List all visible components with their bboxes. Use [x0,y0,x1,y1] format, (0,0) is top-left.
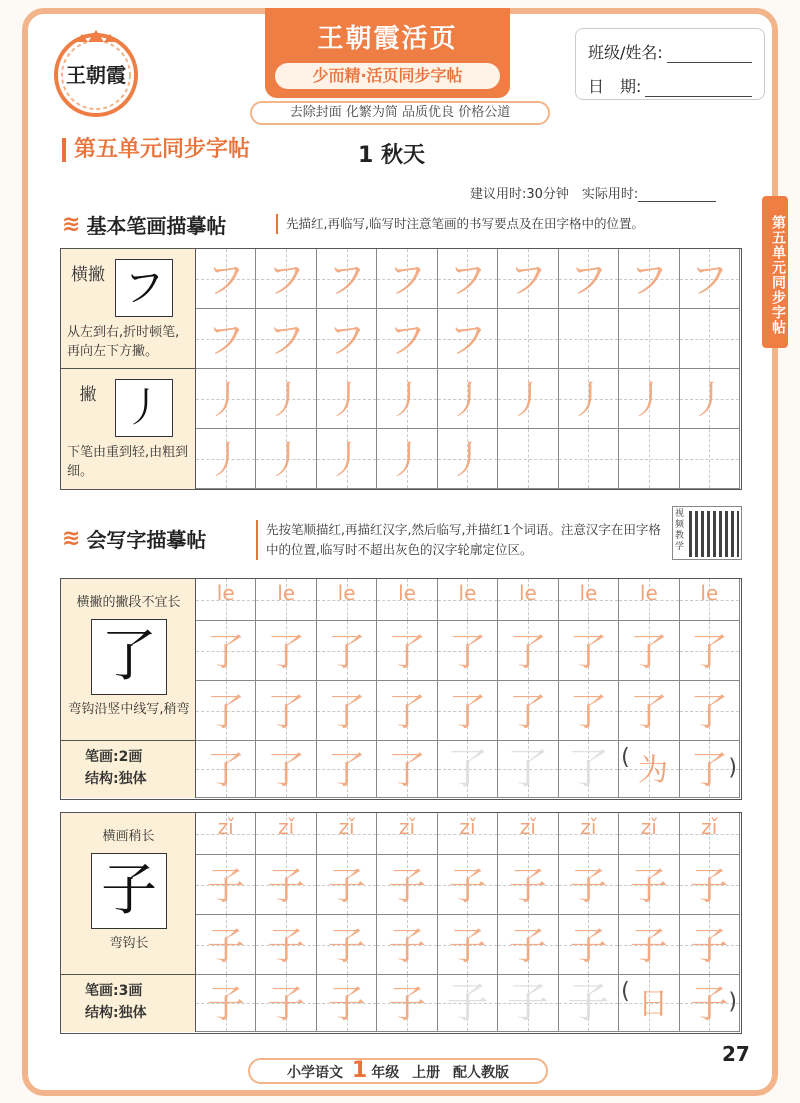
trace-glyph: 子 [267,981,306,1026]
tian-cell[interactable] [680,855,740,915]
tian-cell[interactable] [377,975,437,1032]
tian-cell[interactable] [256,429,316,489]
char-info-cell [61,975,196,1032]
pinyin-trace: le [398,581,416,605]
tian-cell[interactable] [498,855,558,915]
grid-guide-v [709,309,710,368]
trace-glyph: フ [206,257,245,302]
trace-glyph: 了 [206,747,245,792]
tian-cell[interactable] [680,741,740,798]
trace-glyph: 子 [206,923,245,968]
tian-cell[interactable] [619,429,679,489]
waves-icon: ≋ [62,526,81,551]
pinyin-trace: zǐ [217,815,234,839]
trace-glyph: 了 [388,747,427,792]
tian-cell[interactable] [438,621,498,681]
tian-cell[interactable] [438,249,498,309]
trace-glyph: 子 [206,863,245,908]
trace-glyph: 了 [327,747,366,792]
trace-glyph: 子 [629,923,668,968]
trace-glyph: 了 [629,629,668,674]
pinyin-trace: le [277,581,296,605]
tian-cell[interactable] [256,975,316,1032]
tian-cell[interactable] [438,855,498,915]
footer-term: 上册 [412,1065,441,1081]
trace-glyph: 丿 [267,377,306,422]
slogan: 去除封面 化繁为简 品质优良 价格公道 [250,101,550,125]
trace-glyph: 丿 [388,437,427,482]
tian-cell[interactable] [438,975,498,1032]
char-tip-top: 横撇的撇段不宜长 [76,595,181,610]
trace-glyph: 子 [267,923,306,968]
pinyin-trace: zǐ [459,815,476,839]
qr-code[interactable] [672,506,742,560]
footer-edition: 配人教版 [452,1065,509,1081]
trace-glyph: 了 [569,689,608,734]
trace-glyph: フ [388,257,427,302]
pinyin-trace: le [216,581,235,605]
tian-cell[interactable] [377,855,437,915]
tian-cell[interactable] [559,813,619,855]
trace-glyph: 了 [206,629,245,674]
qr-label: 视频教学 [675,509,685,552]
stroke-tip: 从左到右,折时顿笔,再向左下方撇。 [67,325,180,359]
tian-cell[interactable] [559,855,619,915]
stroke-name: 横撇 [71,265,105,285]
tian-cell[interactable] [438,429,498,489]
trace-glyph: 了 [448,689,487,734]
tian-cell[interactable] [196,249,256,309]
trace-glyph: 子 [629,863,668,908]
tian-cell[interactable] [680,681,740,741]
trace-glyph: 子 [690,981,729,1026]
tian-cell[interactable] [438,681,498,741]
trace-glyph: 丿 [206,437,245,482]
char-structure: 结构:独体 [85,1005,147,1021]
char-sample: 子 [91,853,167,929]
trace-glyph: 了 [448,629,487,674]
actual-time-field[interactable] [638,188,716,202]
tian-cell[interactable] [196,855,256,915]
tian-cell[interactable] [196,621,256,681]
tian-cell[interactable] [680,369,740,429]
footer-grade: 1 [351,1058,368,1083]
trace-glyph: フ [508,257,547,302]
trace-glyph: 了 [506,744,549,793]
trace-glyph: 了 [690,629,729,674]
tian-cell[interactable] [196,813,256,855]
tian-cell[interactable] [256,741,316,798]
tian-cell[interactable] [438,741,498,798]
tian-cell[interactable] [377,681,437,741]
trace-glyph: フ [629,257,668,302]
char-grid-2 [60,812,742,1034]
class-name-label: 班级/姓名: [588,43,663,62]
tian-cell[interactable] [377,813,437,855]
tian-cell[interactable] [498,681,558,741]
trace-glyph: 丿 [569,377,608,422]
trace-glyph: 了 [690,689,729,734]
grid-guide-v [528,429,529,488]
tian-cell[interactable] [498,915,558,975]
pinyin-trace: le [458,581,477,605]
word-char: 日 [638,986,669,1022]
trace-glyph: 了 [569,629,608,674]
date-label: 日 期: [588,77,642,96]
grid-guide-v [709,429,710,488]
tian-cell[interactable] [498,975,558,1032]
trace-glyph: フ [327,257,366,302]
tian-cell[interactable] [559,579,619,621]
tian-cell[interactable] [317,681,377,741]
tian-cell[interactable] [377,249,437,309]
tian-cell[interactable] [559,915,619,975]
tian-cell[interactable] [377,309,437,369]
trace-glyph: 丿 [206,377,245,422]
tian-cell[interactable] [438,813,498,855]
tian-cell[interactable] [196,369,256,429]
logo-text: 王朝霞 [66,63,126,87]
trace-glyph: 了 [327,689,366,734]
tian-cell[interactable] [377,429,437,489]
trace-glyph: 了 [567,744,610,793]
pinyin-trace: zǐ [399,815,416,839]
trace-glyph: 了 [629,689,668,734]
trace-glyph: 丿 [690,377,729,422]
trace-glyph: フ [448,317,487,362]
trace-glyph: 了 [508,689,547,734]
tian-cell[interactable] [619,813,679,855]
trace-glyph: 子 [508,863,547,908]
trace-glyph: 子 [690,863,729,908]
pinyin-trace: le [579,581,598,605]
trace-glyph: フ [388,317,427,362]
pinyin-trace: le [519,581,537,605]
tian-cell[interactable] [256,915,316,975]
tian-cell[interactable] [438,915,498,975]
tian-cell[interactable] [498,429,558,489]
paren-left: ( [621,744,630,770]
footer-grade-suffix: 年级 [371,1065,400,1081]
tian-cell[interactable] [317,621,377,681]
time-text: 建议用时:30分钟 实际用时: [470,187,639,202]
trace-glyph: 子 [446,978,489,1027]
tian-cell[interactable] [559,741,619,798]
trace-glyph: フ [206,317,245,362]
qr-image [689,511,739,557]
tian-cell[interactable] [619,309,679,369]
tian-cell[interactable] [619,915,679,975]
tian-cell[interactable] [317,855,377,915]
tian-cell[interactable] [559,369,619,429]
tian-cell[interactable] [498,369,558,429]
tian-cell[interactable] [256,855,316,915]
trace-glyph: フ [569,257,608,302]
tian-cell[interactable] [559,975,619,1032]
tian-cell[interactable] [680,429,740,489]
tian-cell[interactable] [498,813,558,855]
tian-cell[interactable] [438,579,498,621]
trace-glyph: 子 [506,978,549,1027]
tian-cell[interactable] [559,621,619,681]
tian-cell[interactable] [377,369,437,429]
trace-glyph: 丿 [327,437,366,482]
trace-glyph: フ [448,257,487,302]
trace-glyph: 子 [567,978,610,1027]
section1-title [62,210,226,239]
tian-cell[interactable] [196,915,256,975]
footer-subject: 小学语文 [287,1065,344,1081]
pinyin-trace: zǐ [640,815,657,839]
char-info-cell [61,741,196,798]
tian-cell[interactable] [559,429,619,489]
tian-cell[interactable] [317,741,377,798]
tian-cell[interactable] [619,249,679,309]
char-tip-bottom: 弯钩沿竖中线写,稍弯 [68,702,190,717]
section1-title-text: 基本笔画描摹帖 [86,214,227,238]
pinyin-trace: zǐ [338,815,355,839]
tian-cell[interactable] [256,249,316,309]
unit-title: 第五单元同步字帖 [62,138,250,162]
trace-glyph: 丿 [448,437,487,482]
tian-cell[interactable] [317,249,377,309]
tian-cell[interactable] [196,681,256,741]
side-tab: 第五单元同步字帖 [762,196,788,348]
tian-cell[interactable] [498,741,558,798]
tian-cell[interactable] [256,579,316,621]
tian-cell[interactable] [317,975,377,1032]
word-trace [621,979,676,1023]
char-label-cell [61,579,196,741]
tian-cell[interactable] [377,621,437,681]
pinyin-trace: zǐ [278,815,295,839]
tian-cell[interactable] [317,369,377,429]
tian-cell[interactable] [256,621,316,681]
tian-cell[interactable] [619,621,679,681]
grid-guide-v [588,309,589,368]
brand-logo [46,20,146,120]
tian-cell[interactable] [498,621,558,681]
trace-glyph: 子 [206,981,245,1026]
stroke-label-cell [61,249,196,369]
section2-title [62,524,206,553]
tian-cell[interactable] [498,579,558,621]
tian-cell[interactable] [680,309,740,369]
grid-guide-v [528,309,529,368]
pinyin-trace: zǐ [701,815,718,839]
waves-icon: ≋ [62,212,81,237]
trace-glyph: 了 [690,747,729,792]
name-box [575,28,765,100]
stroke-grid [60,248,742,490]
tian-cell[interactable] [377,579,437,621]
tian-cell[interactable] [256,309,316,369]
time-info [470,183,716,202]
trace-glyph: 子 [569,863,608,908]
pinyin-trace: zǐ [519,815,536,839]
tian-cell[interactable] [559,249,619,309]
tian-cell[interactable] [196,579,256,621]
trace-glyph: フ [267,317,306,362]
trace-glyph: 子 [569,923,608,968]
tian-cell[interactable] [317,579,377,621]
class-name-field[interactable] [667,47,752,63]
tian-cell[interactable] [619,681,679,741]
trace-glyph: 子 [448,923,487,968]
paren-right: ) [728,755,737,781]
trace-glyph: フ [267,257,306,302]
pinyin-trace: zǐ [580,815,597,839]
trace-glyph: 子 [508,923,547,968]
section2-title-text: 会写字描摹帖 [86,528,207,552]
tian-cell[interactable] [559,309,619,369]
trace-glyph: 丿 [388,377,427,422]
trace-glyph: 丿 [327,377,366,422]
grid-guide-v [588,429,589,488]
tian-cell[interactable] [317,915,377,975]
trace-glyph: 子 [690,923,729,968]
trace-glyph: 了 [388,629,427,674]
tian-cell[interactable] [619,975,679,1032]
trace-glyph: 了 [388,689,427,734]
tian-cell[interactable] [256,813,316,855]
tian-cell[interactable] [438,369,498,429]
tian-cell[interactable] [438,309,498,369]
tian-cell[interactable] [196,429,256,489]
tian-cell[interactable] [680,249,740,309]
trace-glyph: 子 [388,863,427,908]
char-sample: 了 [91,619,167,695]
stroke-tip: 下笔由重到轻,由粗到细。 [67,445,189,479]
pinyin-trace: le [700,581,719,605]
trace-glyph: 子 [388,923,427,968]
pinyin-trace: le [337,581,356,605]
char-strokes: 笔画:3画 [85,983,143,999]
trace-glyph: 了 [508,629,547,674]
trace-glyph: 了 [267,747,306,792]
word-trace [621,745,676,789]
tian-cell[interactable] [680,813,740,855]
trace-glyph: 子 [267,863,306,908]
trace-glyph: 子 [448,863,487,908]
paren-left: ( [621,978,630,1004]
trace-glyph: 了 [327,629,366,674]
tian-cell[interactable] [256,369,316,429]
tian-cell[interactable] [680,915,740,975]
stroke-sample: 丿 [115,379,173,437]
char-grid-1 [60,578,742,800]
trace-glyph: 子 [388,981,427,1026]
trace-glyph: 子 [327,981,366,1026]
banner-subtitle: 少而精·活页同步字帖 [275,63,500,89]
tian-cell[interactable] [619,579,679,621]
tian-cell[interactable] [619,741,679,798]
tian-cell[interactable] [317,813,377,855]
tian-cell[interactable] [317,309,377,369]
grid-guide-v [649,309,650,368]
tian-cell[interactable] [619,855,679,915]
word-char: 为 [638,752,669,788]
page-number: 27 [722,1042,750,1066]
paren-right: ) [728,989,737,1015]
pinyin-trace: le [639,581,658,605]
footer-badge [248,1058,548,1084]
trace-glyph: 了 [267,629,306,674]
char-strokes: 笔画:2画 [85,749,143,765]
trace-glyph: 子 [327,863,366,908]
char-tip-top: 横画稍长 [102,829,155,844]
trace-glyph: 了 [267,689,306,734]
tian-cell[interactable] [317,429,377,489]
tian-cell[interactable] [680,975,740,1032]
tian-cell[interactable] [619,369,679,429]
stroke-label-cell [61,369,196,489]
char-structure: 结构:独体 [85,771,147,787]
tian-cell[interactable] [498,309,558,369]
tian-cell[interactable] [196,741,256,798]
trace-glyph: フ [327,317,366,362]
tian-cell[interactable] [680,621,740,681]
char-label-cell [61,813,196,975]
lesson-title: 1 秋天 [358,143,425,168]
tian-cell[interactable] [196,309,256,369]
section2-note: 先按笔顺描红,再描红汉字,然后临写,并描红1个词语。注意汉字在田字格中的位置,临写时不超出灰色的汉字轮廓定位区。 [256,520,666,560]
section1-note: 先描红,再临写,临写时注意笔画的书写要点及在田字格中的位置。 [276,214,756,234]
tian-cell[interactable] [377,741,437,798]
trace-glyph: 了 [446,744,489,793]
grid-guide-v [649,429,650,488]
tian-cell[interactable] [559,681,619,741]
trace-glyph: フ [690,257,729,302]
trace-glyph: 丿 [267,437,306,482]
banner-title: 王朝霞活页 [317,24,458,54]
trace-glyph: 丿 [508,377,547,422]
trace-glyph: 子 [327,923,366,968]
trace-glyph: 丿 [629,377,668,422]
brand-banner [265,8,510,98]
date-field[interactable] [645,81,752,97]
stroke-sample: フ [115,259,173,317]
tian-cell[interactable] [196,975,256,1032]
stroke-name: 撇 [79,385,97,405]
char-tip-bottom: 弯钩长 [109,936,149,951]
tian-cell[interactable] [498,249,558,309]
tian-cell[interactable] [680,579,740,621]
trace-glyph: 了 [206,689,245,734]
trace-glyph: 丿 [448,377,487,422]
tian-cell[interactable] [377,915,437,975]
tian-cell[interactable] [256,681,316,741]
